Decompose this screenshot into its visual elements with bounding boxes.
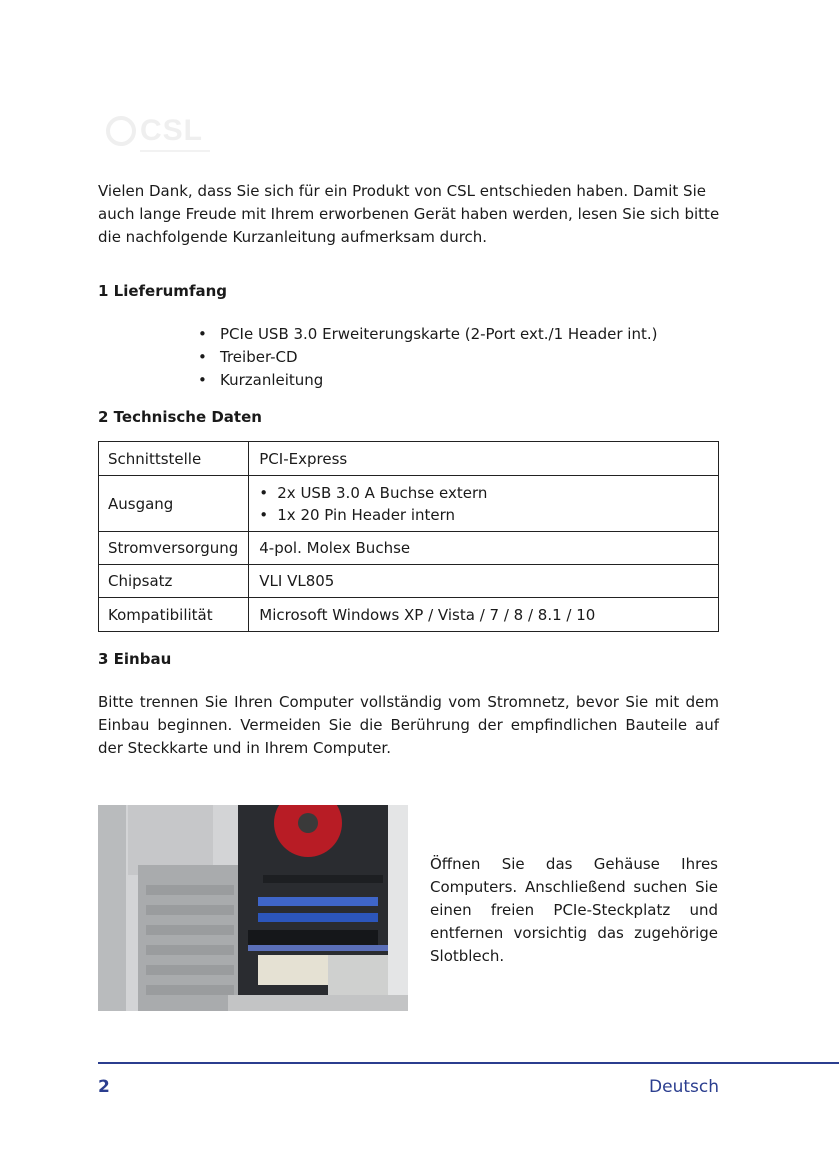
language-label: Deutsch: [649, 1077, 719, 1097]
logo-ring-icon: [106, 116, 136, 146]
spec-value: Microsoft Windows XP / Vista / 7 / 8 / 8.1 / 10: [249, 598, 719, 632]
spec-value: PCI-Express: [249, 442, 719, 476]
spec-key: Kompatibilität: [99, 598, 249, 632]
spec-value: VLI VL805: [249, 565, 719, 598]
list-item: • Kurzanleitung: [196, 369, 657, 392]
list-item: • PCIe USB 3.0 Erweiterungskarte (2-Port ext./1 Header int.): [196, 323, 657, 346]
spec-value: [249, 476, 719, 532]
page-number: 2: [98, 1077, 110, 1097]
spec-key: Chipsatz: [99, 565, 249, 598]
section-heading-lieferumfang: 1 Lieferumfang: [98, 282, 228, 300]
computer-interior-photo: [98, 805, 408, 1011]
spec-value: 4-pol. Molex Buchse: [249, 532, 719, 565]
table-row: [99, 565, 719, 598]
spec-key: Ausgang: [99, 476, 249, 532]
intro-paragraph: Vielen Dank, dass Sie sich für ein Produkt von CSL entschieden haben. Damit Sie auch lange Freude mit Ihrem erworbenen Gerät haben werden, lesen Sie sich bitte die nachfolgende Kurzanleitung aufmerksam durch.: [98, 182, 720, 246]
table-row: [99, 476, 719, 532]
spec-value-item: • 1x 20 Pin Header intern: [259, 504, 708, 526]
logo-underline: [140, 150, 210, 152]
einbau-paragraph: Bitte trennen Sie Ihren Computer vollständig vom Stromnetz, bevor Sie mit dem Einbau beginnen. Vermeiden Sie die Berührung der empfindlichen Bauteile auf der Steckkarte und in Ihrem Computer.: [98, 693, 719, 757]
table-row: [99, 442, 719, 476]
csl-logo: [102, 110, 212, 156]
spec-table: [98, 441, 719, 632]
table-row: [99, 598, 719, 632]
table-row: [99, 532, 719, 565]
spec-key: Schnittstelle: [99, 442, 249, 476]
spec-key: Stromversorgung: [99, 532, 249, 565]
list-item: • Treiber-CD: [196, 346, 657, 369]
section-heading-technische-daten: 2 Technische Daten: [98, 408, 262, 426]
step-instruction: Öffnen Sie das Gehäuse Ihres Computers. Anschließend suchen Sie einen freien PCIe-Steckplatz und entfernen vorsichtig das zugehörige Slotblech.: [430, 855, 718, 965]
logo-text: CSL: [140, 114, 203, 147]
footer-divider: [98, 1062, 839, 1064]
spec-value-item: • 2x USB 3.0 A Buchse extern: [259, 482, 708, 504]
section-heading-einbau: 3 Einbau: [98, 650, 172, 668]
lieferumfang-list: [196, 323, 657, 392]
